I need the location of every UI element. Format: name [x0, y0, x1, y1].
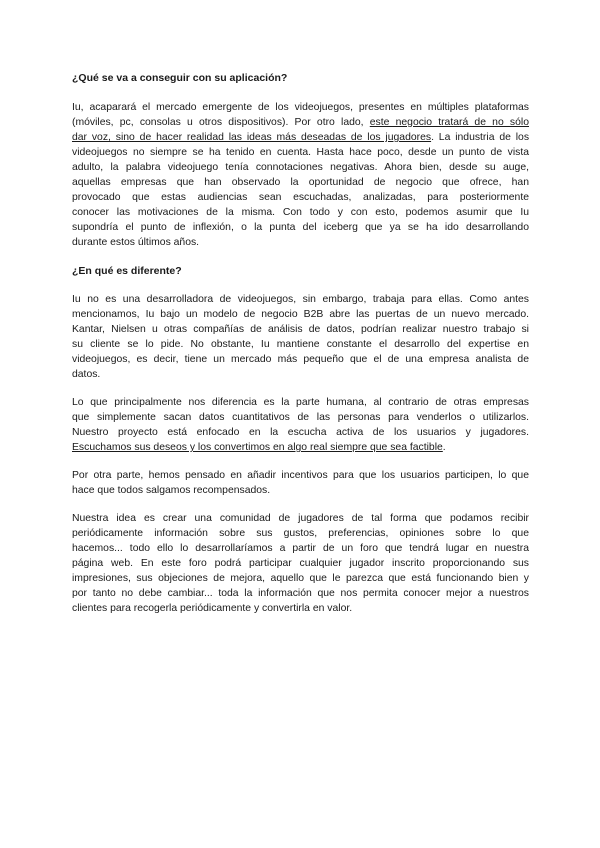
text-span: (móviles, pc, consolas u otros dispositivos). Por otro lado,	[72, 117, 370, 128]
text-line: hace que todos salgamos recompensados.	[72, 485, 271, 496]
text-line: Iu no es una desarrolladora de videojuegos, sin embargo, trabaja para ellas. Como antes	[72, 294, 529, 305]
text-line: adulto, la palabra videojuego tenía connotaciones negativas. Ahora bien, desde su auge,	[72, 162, 529, 173]
underlined-text: Escuchamos sus deseos y los convertimos en algo real siempre que sea factible	[72, 442, 443, 453]
text-line: videojuegos no siempre se ha tenido en cuenta. Hasta hace poco, desde un punto de vista	[72, 147, 529, 158]
section-heading-difference: ¿En qué es diferente?	[72, 265, 182, 277]
text-line	[72, 116, 529, 130]
text-line: mencionamos, Iu bajo un modelo de negocio B2B abre las puertas de un nuevo mercado.	[72, 309, 529, 320]
text-span: . La industria de los	[431, 132, 530, 143]
text-line: Iu, acaparará el mercado emergente de los videojuegos, presentes en múltiples plataformas	[72, 102, 529, 113]
text-line: Nuestra idea es crear una comunidad de jugadores de tal forma que podamos recibir	[72, 513, 529, 524]
text-line: conocer las motivaciones de la misma. Con todo y con esto, podemos asumir que Iu	[72, 207, 529, 218]
text-line: supondría el punto de inflexión, o la punta del iceberg que ya se ha ido desarrollando	[72, 222, 529, 233]
text-line: por tanto no debe cambiar... toda la información que nos permita conocer mejor a nuestros	[72, 588, 529, 599]
text-line: periódicamente información sobre sus gustos, preferencias, opiniones sobre lo que	[72, 528, 529, 539]
text-line	[72, 131, 529, 145]
text-line: impresiones, sus objeciones de mejora, aquello que le parezca que está funcionando bien y	[72, 573, 529, 584]
text-line	[72, 441, 529, 455]
text-line: provocado que estas audiencias sean escuchadas, analizadas, para posteriormente	[72, 192, 529, 203]
text-line: videojuegos, es decir, tiene un mercado más pequeño que el de una empresa analista de	[72, 354, 529, 365]
text-span: .	[442, 442, 446, 453]
text-line: datos.	[72, 369, 101, 380]
text-line: Por otra parte, hemos pensado en añadir incentivos para que los usuarios participen, lo que	[72, 470, 529, 481]
text-line: Nuestro proyecto está enfocado en la escucha activa de los usuarios y jugadores.	[72, 427, 529, 438]
text-line: clientes para recogerla periódicamente y convertirla en valor.	[72, 603, 353, 614]
text-line: que simplemente sacan datos cuantitativos de las personas para venderlos o utilizarlos.	[72, 412, 529, 423]
text-line: página web. En este foro podrá participar cualquier jugador inscrito proporcionando sus	[72, 558, 529, 569]
underlined-text: este negocio tratará de no sólo	[369, 117, 529, 128]
text-line: Kantar, Nielsen u otras compañías de análisis de datos, podrían realizar nuestro trabajo si	[72, 324, 529, 335]
section-heading-objective: ¿Qué se va a conseguir con su aplicación?	[72, 72, 288, 84]
underlined-text: dar voz, sino de hacer realidad las ideas más deseadas de los jugadores	[72, 132, 432, 143]
text-line: durante estos últimos años.	[72, 237, 200, 248]
text-line: aquellas empresas que han observado la oportunidad de negocio que ofrece, han	[72, 177, 529, 188]
text-line: hacemos... todo ello lo desarrollaríamos a partir de un foro que tendrá lugar en nuestra	[72, 543, 529, 554]
text-line: Lo que principalmente nos diferencia es la parte humana, al contrario de otras empresas	[72, 397, 529, 408]
text-line: su cliente se lo pide. No obstante, Iu mantiene constante el desarrollo del expertise en	[72, 339, 529, 350]
